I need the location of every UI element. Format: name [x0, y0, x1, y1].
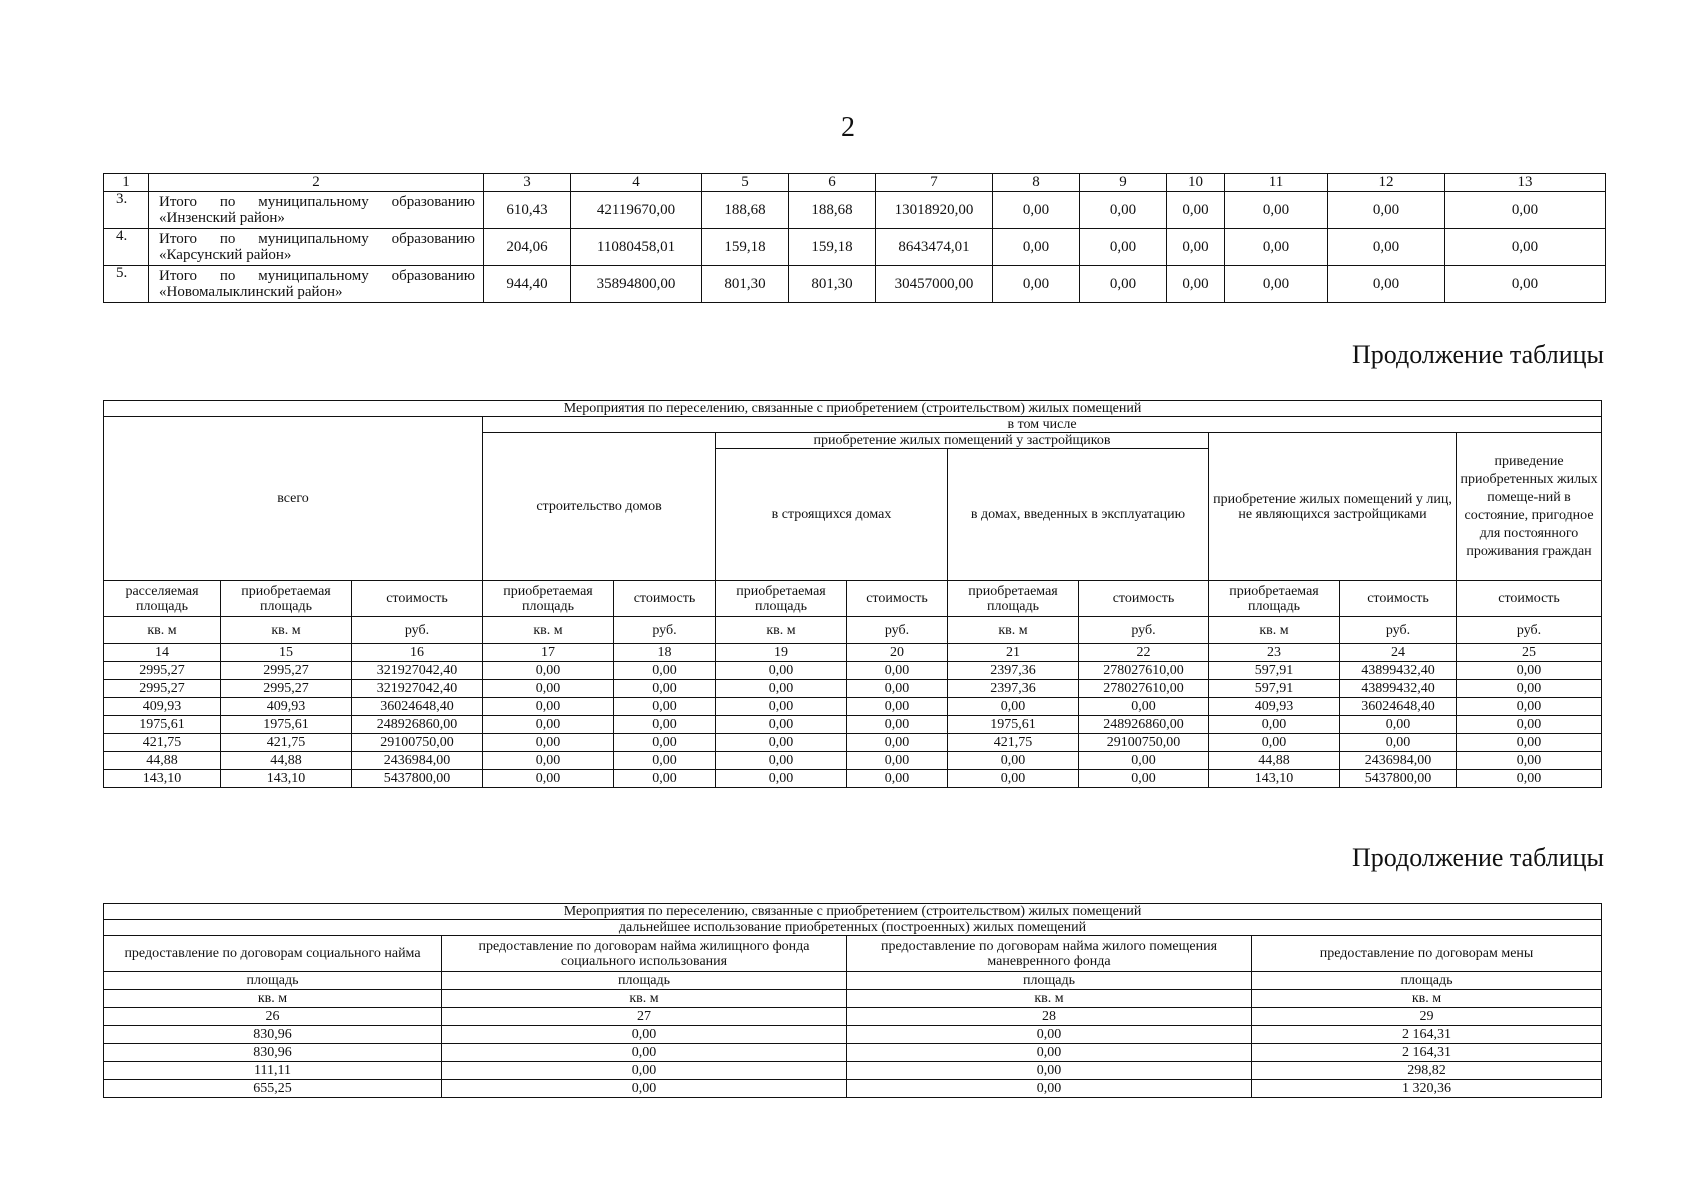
cell: 0,00: [1225, 229, 1328, 266]
table-resettlement-acquisition: [103, 400, 1602, 788]
unit: кв. м: [104, 617, 221, 644]
cell: 0,00: [1209, 734, 1340, 752]
column-label: стоимость: [1079, 581, 1209, 617]
row-name: Итого по муниципальному образованию «Новомалыклинский район»: [149, 266, 484, 303]
column-number: 23: [1209, 644, 1340, 662]
cell: 321927042,40: [352, 662, 483, 680]
cell: 2436984,00: [1340, 752, 1457, 770]
cell: 0,00: [483, 716, 614, 734]
header-total: всего: [104, 417, 483, 581]
unit: руб.: [614, 617, 716, 644]
column-label: стоимость: [1340, 581, 1457, 617]
row-number: 4.: [104, 229, 149, 266]
header-renovation: приведение приобретенных жилых помеще-ний в состояние, пригодное для постоянного проживания граждан: [1457, 433, 1602, 581]
column-label: предоставление по договорам найма жилого помещения маневренного фонда: [847, 936, 1252, 972]
table-row: [104, 1062, 1602, 1080]
table-title: Мероприятия по переселению, связанные с приобретением (строительством) жилых помещений: [104, 904, 1602, 920]
column-number: 6: [789, 174, 876, 192]
cell: 2995,27: [104, 662, 221, 680]
cell: 0,00: [1328, 266, 1445, 303]
table-number-row: [104, 644, 1602, 662]
cell: 830,96: [104, 1044, 442, 1062]
column-number: 21: [948, 644, 1079, 662]
cell: 0,00: [483, 680, 614, 698]
cell: 0,00: [716, 734, 847, 752]
cell: 248926860,00: [1079, 716, 1209, 734]
row-name: Итого по муниципальному образованию «Инзенский район»: [149, 192, 484, 229]
cell: 2995,27: [221, 662, 352, 680]
cell: 0,00: [716, 716, 847, 734]
cell: 29100750,00: [1079, 734, 1209, 752]
column-number: 24: [1340, 644, 1457, 662]
cell: 0,00: [1080, 229, 1167, 266]
cell: 30457000,00: [876, 266, 993, 303]
cell: 0,00: [1167, 229, 1225, 266]
cell: 409,93: [104, 698, 221, 716]
unit: кв. м: [948, 617, 1079, 644]
cell: 0,00: [1457, 662, 1602, 680]
cell: 1975,61: [104, 716, 221, 734]
cell: 0,00: [1457, 734, 1602, 752]
column-label: расселяемая площадь: [104, 581, 221, 617]
cell: 2 164,31: [1252, 1044, 1602, 1062]
table-header-row: [104, 972, 1602, 990]
cell: 0,00: [483, 734, 614, 752]
cell: 0,00: [1340, 734, 1457, 752]
cell: 321927042,40: [352, 680, 483, 698]
header-construction: строительство домов: [483, 433, 716, 581]
column-number: 22: [1079, 644, 1209, 662]
cell: 830,96: [104, 1026, 442, 1044]
cell: 0,00: [442, 1026, 847, 1044]
unit: кв. м: [483, 617, 614, 644]
cell: 0,00: [1079, 770, 1209, 788]
cell: 2436984,00: [352, 752, 483, 770]
cell: 0,00: [847, 1026, 1252, 1044]
table-row: [104, 770, 1602, 788]
unit: кв. м: [221, 617, 352, 644]
cell: 0,00: [1328, 192, 1445, 229]
cell: 0,00: [1167, 266, 1225, 303]
column-label: приобретаемая площадь: [1209, 581, 1340, 617]
cell: 0,00: [1328, 229, 1445, 266]
unit: кв. м: [1209, 617, 1340, 644]
cell: 13018920,00: [876, 192, 993, 229]
cell: 0,00: [614, 770, 716, 788]
unit: кв. м: [847, 990, 1252, 1008]
cell: 0,00: [1340, 716, 1457, 734]
cell: 0,00: [716, 680, 847, 698]
cell: 0,00: [442, 1044, 847, 1062]
column-label: стоимость: [352, 581, 483, 617]
unit: руб.: [1457, 617, 1602, 644]
cell: 44,88: [1209, 752, 1340, 770]
continuation-label: Продолжение таблицы: [1352, 340, 1604, 369]
column-number: 9: [1080, 174, 1167, 192]
table-header-row: [104, 936, 1602, 972]
column-label: площадь: [442, 972, 847, 990]
cell: 44,88: [221, 752, 352, 770]
cell: 0,00: [948, 752, 1079, 770]
column-number: 3: [484, 174, 571, 192]
cell: 0,00: [1167, 192, 1225, 229]
cell: 655,25: [104, 1080, 442, 1098]
unit: кв. м: [104, 990, 442, 1008]
cell: 0,00: [483, 662, 614, 680]
cell: 421,75: [221, 734, 352, 752]
cell: 43899432,40: [1340, 680, 1457, 698]
table-row: [104, 192, 1606, 229]
cell: 0,00: [716, 752, 847, 770]
unit: руб.: [1079, 617, 1209, 644]
table-row: [104, 1026, 1602, 1044]
column-label: приобретаемая площадь: [483, 581, 614, 617]
cell: 44,88: [104, 752, 221, 770]
cell: 35894800,00: [571, 266, 702, 303]
row-number: 3.: [104, 192, 149, 229]
cell: 597,91: [1209, 680, 1340, 698]
table-header-row: [104, 174, 1606, 192]
unit: кв. м: [716, 617, 847, 644]
column-label: стоимость: [614, 581, 716, 617]
cell: 0,00: [1079, 752, 1209, 770]
page-number: 2: [841, 112, 855, 143]
cell: 0,00: [483, 770, 614, 788]
cell: 143,10: [221, 770, 352, 788]
cell: 278027610,00: [1079, 662, 1209, 680]
unit: руб.: [1340, 617, 1457, 644]
table-row: [104, 662, 1602, 680]
column-number: 2: [149, 174, 484, 192]
cell: 0,00: [847, 716, 948, 734]
column-label: предоставление по договорам социального найма: [104, 936, 442, 972]
cell: 5437800,00: [1340, 770, 1457, 788]
table-row: [104, 266, 1606, 303]
column-number: 15: [221, 644, 352, 662]
table-row: [104, 698, 1602, 716]
column-number: 4: [571, 174, 702, 192]
cell: 0,00: [1445, 266, 1606, 303]
cell: 0,00: [716, 770, 847, 788]
cell: 944,40: [484, 266, 571, 303]
cell: 42119670,00: [571, 192, 702, 229]
cell: 0,00: [483, 698, 614, 716]
cell: 8643474,01: [876, 229, 993, 266]
cell: 0,00: [1457, 716, 1602, 734]
cell: 0,00: [483, 752, 614, 770]
column-number: 5: [702, 174, 789, 192]
cell: 0,00: [614, 734, 716, 752]
column-number: 16: [352, 644, 483, 662]
row-number: 5.: [104, 266, 149, 303]
cell: 421,75: [948, 734, 1079, 752]
column-number: 26: [104, 1008, 442, 1026]
column-number: 13: [1445, 174, 1606, 192]
column-number: 19: [716, 644, 847, 662]
cell: 0,00: [1079, 698, 1209, 716]
table-header-row: [104, 417, 1602, 433]
unit: руб.: [352, 617, 483, 644]
cell: 2995,27: [221, 680, 352, 698]
table-row: [104, 229, 1606, 266]
cell: 0,00: [993, 266, 1080, 303]
cell: 801,30: [702, 266, 789, 303]
column-label: приобретаемая площадь: [221, 581, 352, 617]
header-developers: приобретение жилых помещений у застройщиков: [716, 433, 1209, 449]
cell: 1975,61: [948, 716, 1079, 734]
cell: 0,00: [948, 770, 1079, 788]
column-label: площадь: [104, 972, 442, 990]
column-number: 25: [1457, 644, 1602, 662]
column-number: 17: [483, 644, 614, 662]
cell: 0,00: [847, 770, 948, 788]
table-row: [104, 680, 1602, 698]
cell: 0,00: [1457, 752, 1602, 770]
cell: 43899432,40: [1340, 662, 1457, 680]
header-under-construction: в строящихся домах: [716, 449, 948, 581]
cell: 0,00: [1225, 192, 1328, 229]
cell: 0,00: [1209, 716, 1340, 734]
cell: 2995,27: [104, 680, 221, 698]
cell: 0,00: [847, 680, 948, 698]
cell: 0,00: [847, 752, 948, 770]
table-subtitle: дальнейшее использование приобретенных (построенных) жилых помещений: [104, 920, 1602, 936]
cell: 409,93: [221, 698, 352, 716]
row-name: Итого по муниципальному образованию «Карсунский район»: [149, 229, 484, 266]
cell: 2397,36: [948, 680, 1079, 698]
cell: 29100750,00: [352, 734, 483, 752]
column-label: приобретаемая площадь: [948, 581, 1079, 617]
cell: 0,00: [993, 192, 1080, 229]
column-number: 12: [1328, 174, 1445, 192]
column-number: 18: [614, 644, 716, 662]
cell: 0,00: [847, 1044, 1252, 1062]
table-title-row: [104, 401, 1602, 417]
cell: 0,00: [614, 680, 716, 698]
column-number: 11: [1225, 174, 1328, 192]
table-row: [104, 716, 1602, 734]
cell: 11080458,01: [571, 229, 702, 266]
table-title-row: [104, 904, 1602, 920]
cell: 36024648,40: [352, 698, 483, 716]
cell: 0,00: [614, 716, 716, 734]
table-number-row: [104, 1008, 1602, 1026]
cell: 188,68: [702, 192, 789, 229]
header-including: в том числе: [483, 417, 1602, 433]
cell: 143,10: [1209, 770, 1340, 788]
cell: 5437800,00: [352, 770, 483, 788]
cell: 0,00: [1080, 192, 1167, 229]
cell: 1 320,36: [1252, 1080, 1602, 1098]
table-units-row: [104, 990, 1602, 1008]
column-number: 29: [1252, 1008, 1602, 1026]
column-number: 10: [1167, 174, 1225, 192]
cell: 0,00: [847, 662, 948, 680]
header-commissioned: в домах, введенных в эксплуатацию: [948, 449, 1209, 581]
table-header-row: [104, 920, 1602, 936]
cell: 610,43: [484, 192, 571, 229]
cell: 159,18: [702, 229, 789, 266]
column-label: площадь: [1252, 972, 1602, 990]
column-label: приобретаемая площадь: [716, 581, 847, 617]
cell: 111,11: [104, 1062, 442, 1080]
cell: 0,00: [847, 1080, 1252, 1098]
column-number: 7: [876, 174, 993, 192]
cell: 0,00: [1445, 229, 1606, 266]
column-number: 20: [847, 644, 948, 662]
cell: 0,00: [1457, 698, 1602, 716]
column-number: 27: [442, 1008, 847, 1026]
cell: 0,00: [847, 698, 948, 716]
column-number: 28: [847, 1008, 1252, 1026]
cell: 36024648,40: [1340, 698, 1457, 716]
table-summary: [103, 173, 1606, 303]
cell: 298,82: [1252, 1062, 1602, 1080]
cell: 0,00: [614, 698, 716, 716]
cell: 0,00: [1445, 192, 1606, 229]
continuation-label: Продолжение таблицы: [1352, 843, 1604, 872]
cell: 0,00: [948, 698, 1079, 716]
cell: 0,00: [442, 1080, 847, 1098]
cell: 0,00: [716, 698, 847, 716]
cell: 204,06: [484, 229, 571, 266]
cell: 143,10: [104, 770, 221, 788]
cell: 801,30: [789, 266, 876, 303]
column-label: стоимость: [847, 581, 948, 617]
column-number: 8: [993, 174, 1080, 192]
cell: 159,18: [789, 229, 876, 266]
unit: кв. м: [1252, 990, 1602, 1008]
table-row: [104, 752, 1602, 770]
unit: руб.: [847, 617, 948, 644]
table-units-row: [104, 617, 1602, 644]
table-row: [104, 1044, 1602, 1062]
cell: 0,00: [847, 734, 948, 752]
cell: 0,00: [614, 752, 716, 770]
table-row: [104, 734, 1602, 752]
table-row: [104, 1080, 1602, 1098]
cell: 278027610,00: [1079, 680, 1209, 698]
column-number: 1: [104, 174, 149, 192]
column-label: стоимость: [1457, 581, 1602, 617]
cell: 1975,61: [221, 716, 352, 734]
cell: 0,00: [614, 662, 716, 680]
cell: 0,00: [847, 1062, 1252, 1080]
cell: 0,00: [1457, 680, 1602, 698]
column-label: предоставление по договорам найма жилищного фонда социального использования: [442, 936, 847, 972]
column-label: площадь: [847, 972, 1252, 990]
cell: 0,00: [1080, 266, 1167, 303]
header-non-developers: приобретение жилых помещений у лиц, не являющихся застройщиками: [1209, 433, 1457, 581]
cell: 0,00: [716, 662, 847, 680]
column-number: 14: [104, 644, 221, 662]
cell: 0,00: [1225, 266, 1328, 303]
unit: кв. м: [442, 990, 847, 1008]
cell: 409,93: [1209, 698, 1340, 716]
table-title: Мероприятия по переселению, связанные с приобретением (строительством) жилых помещений: [104, 401, 1602, 417]
cell: 421,75: [104, 734, 221, 752]
cell: 2397,36: [948, 662, 1079, 680]
column-label: предоставление по договорам мены: [1252, 936, 1602, 972]
cell: 0,00: [442, 1062, 847, 1080]
table-header-row: [104, 581, 1602, 617]
cell: 2 164,31: [1252, 1026, 1602, 1044]
cell: 0,00: [993, 229, 1080, 266]
cell: 597,91: [1209, 662, 1340, 680]
cell: 0,00: [1457, 770, 1602, 788]
cell: 188,68: [789, 192, 876, 229]
cell: 248926860,00: [352, 716, 483, 734]
table-further-use: [103, 903, 1602, 1098]
